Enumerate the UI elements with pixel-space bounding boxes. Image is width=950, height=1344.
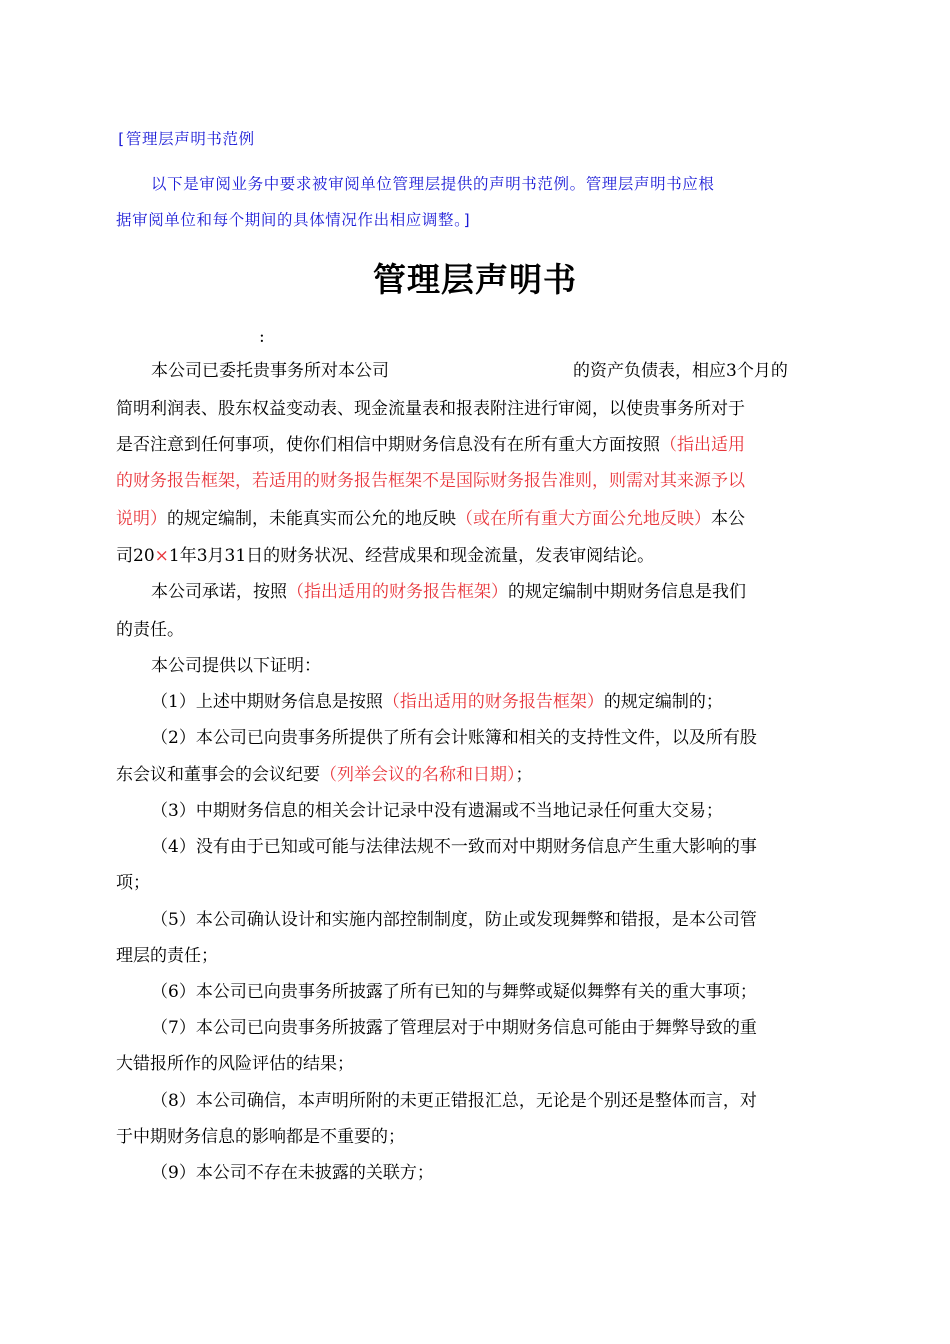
item-5-line2: 理层的责任； [116, 946, 218, 966]
item-7-line1: （7）本公司已向贵事务所披露了管理层对于中期财务信息可能由于舞弊导致的重 [151, 1018, 757, 1038]
item-1: （1）上述中期财务信息是按照（指出适用的财务报告框架）的规定编制的； [151, 692, 723, 712]
para1-line2: 简明利润表、股东权益变动表、现金流量表和报表附注进行审阅，以使贵事务所对于 [116, 399, 745, 419]
item-2-line2: 东会议和董事会的会议纪要（列举会议的名称和日期）； [116, 765, 533, 785]
para2-line2: 的责任。 [116, 620, 184, 640]
note-line-1: 以下是审阅业务中要求被审阅单位管理层提供的声明书范例。管理层声明书应根 [151, 175, 715, 193]
item-4-line1: （4）没有由于已知或可能与法律法规不一致而对中期财务信息产生重大影响的事 [151, 837, 757, 857]
para1-line1-end: 的资产负债表，相应3个月的 [573, 361, 788, 381]
para1-line3: 是否注意到任何事项，使你们相信中期财务信息没有在所有重大方面按照（指出适用 [116, 435, 745, 455]
instruction-alt-wording: （或在所有重大方面公允地反映） [456, 509, 711, 529]
page-title: 管理层声明书 [373, 260, 577, 299]
para1-line1-start: 本公司已委托贵事务所对本公司 [151, 361, 389, 381]
year-placeholder-mark: × [154, 546, 169, 566]
para1-line6: 司20×1年3月31日的财务状况、经营成果和现金流量，发表审阅结论。 [116, 546, 655, 566]
instruction-framework: （指出适用 [660, 435, 745, 455]
para1-line5: 说明）的规定编制，未能真实而公允的地反映（或在所有重大方面公允地反映）本公 [116, 509, 745, 529]
para2-line1: 本公司承诺，按照（指出适用的财务报告框架）的规定编制中期财务信息是我们 [151, 582, 746, 602]
item-4-line2: 项； [116, 873, 150, 893]
instruction-framework-2: （指出适用的财务报告框架） [287, 582, 508, 602]
item-3: （3）中期财务信息的相关会计记录中没有遗漏或不当地记录任何重大交易； [151, 801, 723, 821]
item-7-line2: 大错报所作的风险评估的结果； [116, 1054, 354, 1074]
item-2-line1: （2）本公司已向贵事务所提供了所有会计账簿和相关的支持性文件，以及所有股 [151, 728, 757, 748]
item-8-line1: （8）本公司确信，本声明所附的未更正错报汇总，无论是个别还是整体而言，对 [151, 1091, 757, 1111]
para1-line4-instruction: 的财务报告框架，若适用的财务报告框架不是国际财务报告准则，则需对其来源予以 [116, 471, 745, 491]
note-heading: [管理层声明书范例 [116, 130, 255, 148]
addressee-colon: : [259, 327, 265, 347]
para3: 本公司提供以下证明： [151, 656, 321, 676]
item-5-line1: （5）本公司确认设计和实施内部控制制度，防止或发现舞弊和错报，是本公司管 [151, 910, 757, 930]
item-8-line2: 于中期财务信息的影响都是不重要的； [116, 1127, 405, 1147]
item-9: （9）本公司不存在未披露的关联方； [151, 1163, 434, 1183]
note-line-2: 据审阅单位和每个期间的具体情况作出相应调整。] [116, 211, 473, 229]
item-6: （6）本公司已向贵事务所披露了所有已知的与舞弊或疑似舞弊有关的重大事项； [151, 982, 757, 1002]
